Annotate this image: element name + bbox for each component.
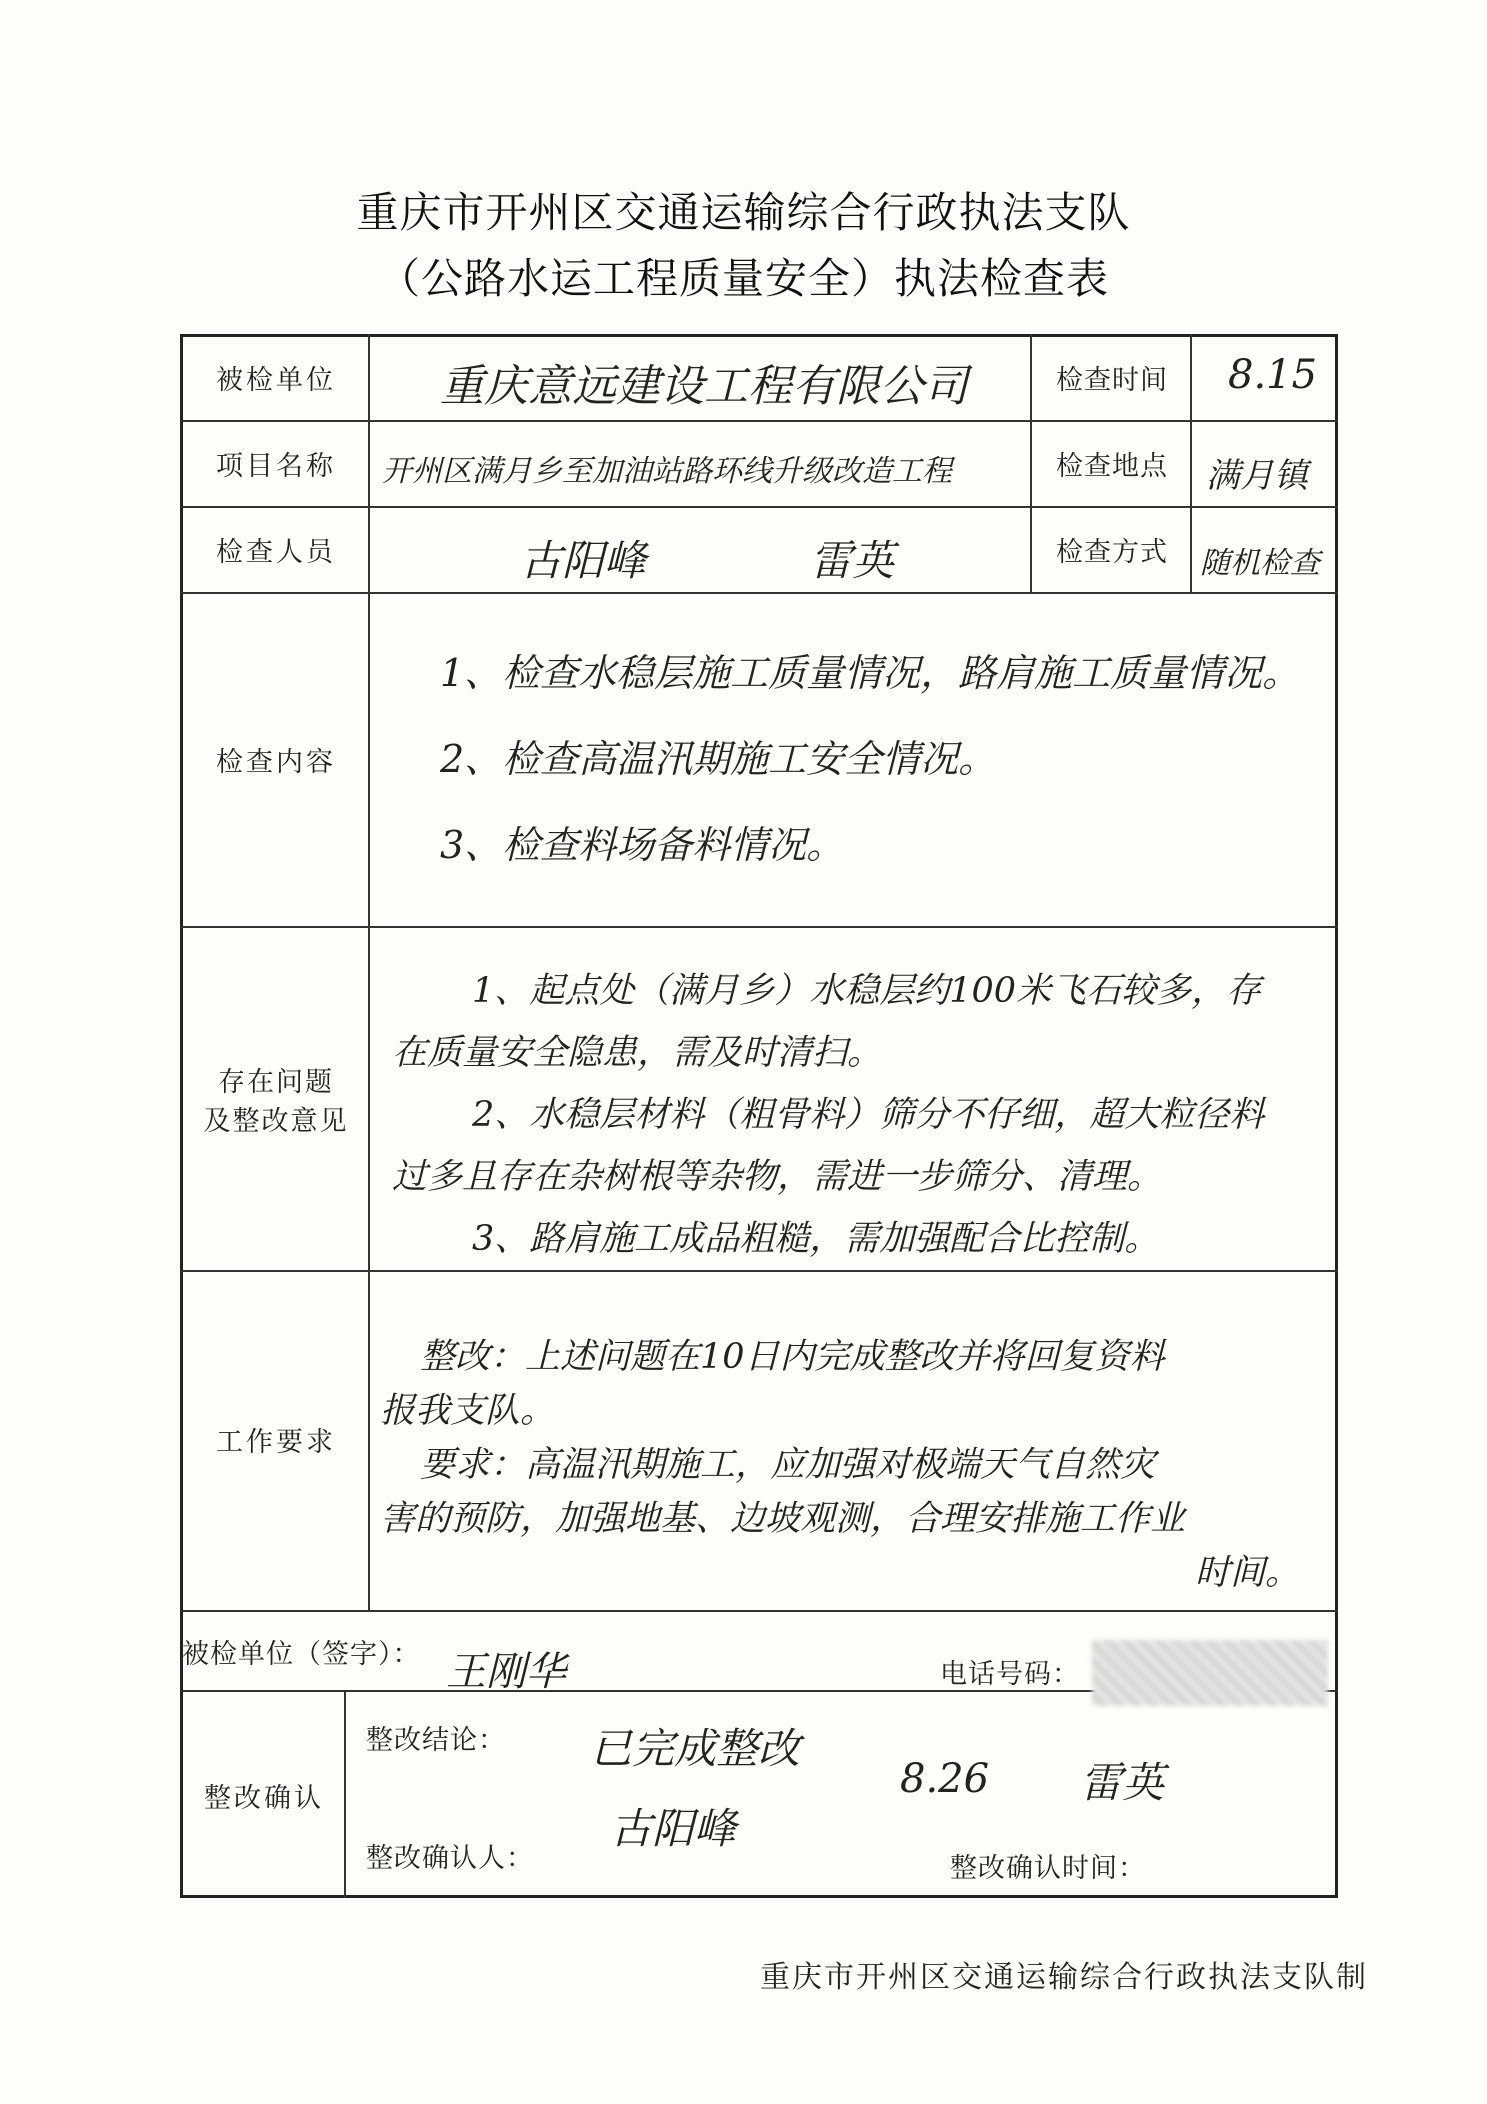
rectify-date: 8.26	[900, 1756, 990, 1802]
inspection-time-value: 8.15	[1228, 352, 1318, 398]
unit-signature: 王刚华	[446, 1649, 566, 1695]
requirements-line: 报我支队。	[380, 1391, 556, 1431]
issues-line: 在质量安全隐患，需及时清扫。	[392, 1033, 883, 1073]
issues-label-line1: 存在问题	[218, 1067, 334, 1098]
signature-label: 被检单位（签字）：	[182, 1639, 421, 1670]
inspector-name-2: 雷英	[810, 536, 895, 585]
work-requirements-text	[380, 1330, 1330, 1600]
requirements-line: 要求：高温汛期施工，应加强对极端天气自然灾	[420, 1445, 1156, 1485]
column-divider	[1190, 334, 1192, 592]
rectify-conclusion-value: 已完成整改	[590, 1724, 801, 1773]
inspectors-label: 检查人员	[216, 537, 336, 568]
inspected-unit-label: 被检单位	[216, 365, 336, 396]
inspection-method-label: 检查方式	[1056, 537, 1168, 568]
row-divider	[180, 592, 1338, 594]
issues-line: 1、起点处（满月乡）水稳层约100米飞石较多，存	[472, 971, 1262, 1011]
document-title-line1: 重庆市开州区交通运输综合行政执法支队	[356, 188, 1131, 237]
column-divider	[1030, 334, 1032, 592]
work-requirements-label: 工作要求	[216, 1427, 336, 1458]
column-divider	[368, 334, 370, 1610]
rectify-confirm-label: 整改确认	[204, 1783, 324, 1814]
rectify-signature-2: 雷英	[1080, 1758, 1165, 1807]
inspection-time-label: 检查时间	[1056, 365, 1168, 396]
requirements-line: 时间。	[1194, 1553, 1300, 1593]
row-divider	[180, 1270, 1338, 1272]
column-divider	[344, 1690, 346, 1898]
document-title-line2: （公路水运工程质量安全）执法检查表	[377, 254, 1109, 303]
content-item: 2、检查高温汛期施工安全情况。	[440, 737, 997, 781]
row-divider	[180, 926, 1338, 928]
content-item: 3、检查料场备料情况。	[440, 823, 845, 867]
issues-label-line2: 及整改意见	[203, 1106, 349, 1137]
rectify-person-signature: 古阳峰	[610, 1804, 737, 1853]
issues-line: 2、水稳层材料（粗骨料）筛分不仔细，超大粒径料	[472, 1095, 1265, 1135]
phone-number-redacted	[1092, 1640, 1328, 1706]
requirements-line: 害的预防，加强地基、边坡观测，合理安排施工作业	[380, 1499, 1186, 1539]
issues-line: 过多且存在杂树根等杂物，需进一步筛分、清理。	[392, 1157, 1163, 1197]
inspection-place-value: 满月镇	[1206, 456, 1308, 496]
requirements-line: 整改：上述问题在10日内完成整改并将回复资料	[420, 1337, 1165, 1377]
issuer-footer: 重庆市开州区交通运输综合行政执法支队制	[760, 1960, 1368, 1995]
project-name-value: 开州区满月乡至加油站路环线升级改造工程	[382, 454, 952, 489]
inspection-method-value: 随机检查	[1200, 546, 1320, 581]
inspected-unit-value: 重庆意远建设工程有限公司	[440, 361, 968, 412]
inspection-content-list	[440, 630, 1320, 888]
issues-text	[392, 960, 1332, 1270]
rectify-time-label: 整改确认时间：	[950, 1853, 1146, 1884]
issues-line: 3、路肩施工成品粗糙，需加强配合比控制。	[472, 1219, 1160, 1259]
row-divider	[180, 420, 1338, 422]
inspector-name-1: 古阳峰	[520, 536, 647, 585]
issues-label	[184, 1060, 368, 1138]
row-divider	[180, 1610, 1338, 1612]
phone-label: 电话号码：	[940, 1659, 1080, 1690]
rectify-person-label: 整改确认人：	[366, 1843, 534, 1874]
row-divider	[180, 506, 1338, 508]
project-name-label: 项目名称	[216, 451, 336, 482]
rectify-conclusion-label: 整改结论：	[366, 1725, 506, 1756]
inspection-content-label: 检查内容	[216, 747, 336, 778]
inspection-place-label: 检查地点	[1056, 451, 1168, 482]
content-item: 1、检查水稳层施工质量情况，路肩施工质量情况。	[440, 651, 1301, 695]
